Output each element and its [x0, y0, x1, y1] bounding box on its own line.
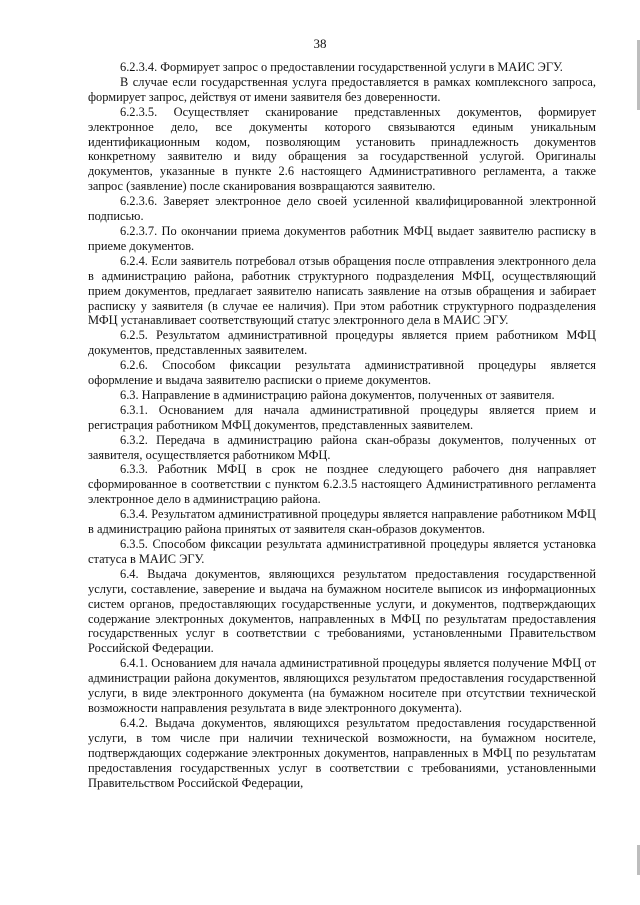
paragraph: 6.2.3.4. Формирует запрос о предоставлении государственной услуги в МАИС ЭГУ.: [120, 60, 563, 74]
paragraph: 6.3.3. Работник МФЦ в срок не позднее следующего рабочего дня направляет сформированное в соответствии с пунктом 6.2.3.5 настоящего Административного регламента электронное дело в администрацию района.: [88, 462, 596, 507]
paragraph: 6.3. Направление в администрацию района документов, полученных от заявителя.: [120, 387, 555, 402]
paragraph: 6.2.4. Если заявитель потребовал отзыв обращения после отправления электронного дела в администрацию района, работник структурного подразделения МФЦ, осуществляющий прием документов, предлагает заявителю написать заявление на отзыв обращения и забирает расписку у заявителя (в случае ее наличия). При этом работник структурного подразделения МФЦ устанавливает соответствующий статус электронного дела в МАИС ЭГУ.: [88, 253, 596, 328]
page-number: 38: [313, 36, 327, 51]
paragraph: 6.2.5. Результатом административной процедуры является прием работником МФЦ документов, представленных заявителем.: [88, 328, 596, 358]
paragraph: 6.3.2. Передача в администрацию района скан-образы документов, полученных от заявителя, осуществляется работником МФЦ.: [88, 432, 596, 462]
paragraph: 6.4.1. Основанием для начала административной процедуры является получение МФЦ от администрации района документов, являющихся результатом предоставления государственной услуги, в виде электронного документа (на бумажном носителе при отсутствии технической возможности направления результата в виде электронного документа).: [88, 656, 596, 715]
paragraph: 6.2.3.5. Осуществляет сканирование представленных документов, формирует электронное дело, все документы которого связываются единым уникальным идентификационным кодом, позволяющим установить принадлежность документов конкретному заявителю и виду обращения за государственной услугой. Оригиналы документов, указанные в пункте 2.6 настоящего Административного регламента, а также запрос (заявление) после сканирования возвращаются заявителю.: [88, 104, 596, 194]
paragraph: 6.4.2. Выдача документов, являющихся результатом предоставления государственной услуги, в том числе при наличии технической возможности, на бумажном носителе, подтверждающих содержание электронных документов, направленных в МФЦ по результатам предоставления государственных услуг в соответствии с требованиями, установленными Правительством Российской Федерации,: [88, 715, 596, 790]
paragraph: 6.2.6. Способом фиксации результата административной процедуры является оформление и выдача заявителю расписки о приеме документов.: [88, 358, 596, 388]
paragraph: В случае если государственная услуга предоставляется в рамках комплексного запроса, формирует запрос, действуя от имени заявителя без доверенности.: [88, 74, 596, 104]
paragraph: 6.4. Выдача документов, являющихся результатом предоставления государственной услуги, составление, заверение и выдача на бумажном носителе выписок из информационных систем органов, предоставляющих государственные услуги, и документов, подтверждающих содержание электронных документов, направленных в МФЦ по результатам предоставления государственных услуг в соответствии с требованиями, установленными Правительством Российской Федерации.: [88, 566, 596, 656]
paragraph: 6.2.3.6. Заверяет электронное дело своей усиленной квалифицированной электронной подписью.: [88, 194, 596, 224]
paragraph: 6.3.5. Способом фиксации результата административной процедуры является установка статуса в МАИС ЭГУ.: [88, 537, 596, 566]
paragraph: 6.3.1. Основанием для начала административной процедуры является прием и регистрация работником МФЦ документов, представленных заявителем.: [88, 402, 596, 432]
paragraph: 6.2.3.7. По окончании приема документов работник МФЦ выдает заявителю расписку в приеме документов.: [88, 223, 596, 253]
paragraph: 6.3.4. Результатом административной процедуры является направление работником МФЦ в администрацию района принятых от заявителя скан-образов документов.: [88, 507, 596, 537]
document-body: [88, 60, 596, 790]
